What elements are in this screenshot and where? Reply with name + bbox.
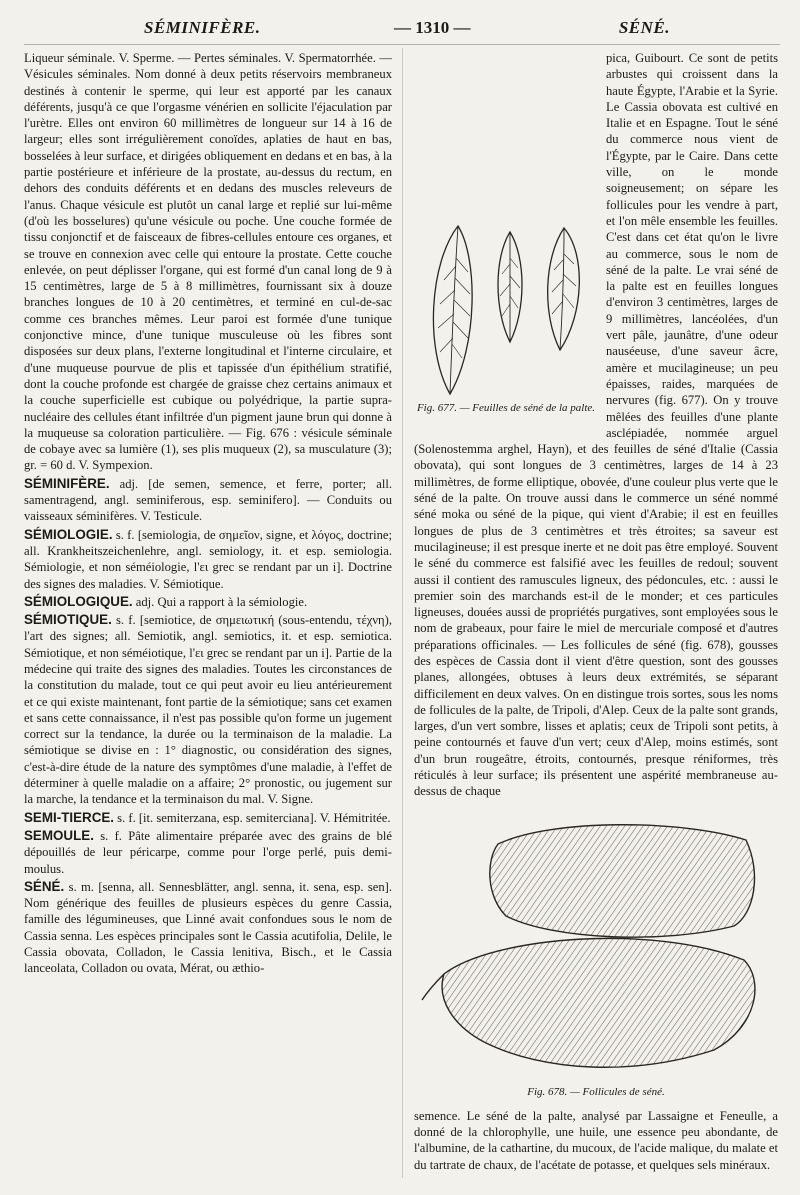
entry-semiologique [24,594,392,610]
entry-semiotique [24,612,392,808]
header-right: SÉNÉ. [618,18,670,37]
entry-text: s. f. [semiotice, de σημειωτική (sous-entendu, τέχνη), l'art des signes; all. Semiotik, angl. semiotics, it. et esp. semiotica. Sémiotique, et non séméiotique, l'ει grec se rendant par un i]. Partie de la médecine qui traite des signes des maladies. Toutes les circonstances de la constitution du malade, tout ce qui peut avoir eu lieu antérieurement et ce qui existe maintenant, font partie de la sémiotique; sans cet examen et sans cette connaissance, il n'est pas possible qu'on forme un jugement correct sur la tendance, la durée ou la terminaison de la maladie. La sémiotique se divise en : 1° diagnostic, ou considération des signes, c'est-à-dire étude de la nature des symptômes d'une maladie, à l'effet de déterminer à quelle maladie on a affaire; 2° pronostic, ou jugement sur la marche, la tendance et la terminaison du mal. V. Signe. [24,613,392,807]
entry-seminifere [24,476,392,525]
senna-pods-illustration [414,804,778,1084]
entry-semiologie [24,527,392,592]
entry-sene [24,879,392,977]
entry-text: s. f. [it. semiterzana, esp. semiterciana]. V. Hémitritée. [114,810,391,825]
headword: SÉMIOTIQUE. [24,612,112,628]
entry-semi-tierce [24,810,392,826]
left-column [24,50,392,977]
figure-677-caption: Fig. 677. — Feuilles de séné de la palte. [416,402,596,414]
header-left: SÉMINIFÈRE. [144,18,261,37]
right-column [414,50,778,1173]
entry-text: s. m. [senna, all. Sennesblätter, angl. senna, it. sena, esp. sen]. Nom générique des feuilles de plusieurs espèces du genre Cassia, famille des légumineuses, que Linné avait confondues sous le nom de Cassia senna. Les espèces principales sont le Cassia acutifolia, Delile, le Cassia obovata, Colladon, le Cassia lenitiva, Bisch., et le Cassia lanceolata, Colladon ou ovata, Mérat, ou æthio- [24,879,392,976]
headword: SEMOULE. [24,827,94,843]
header-rule [24,44,780,45]
figure-678 [414,804,778,1102]
headword: SÉMIOLOGIQUE. [24,593,133,609]
entry-text: s. f. Pâte alimentaire préparée avec des grains de blé dépouillés de leur péricarpe, comme pour l'orge perlé, puis demi-moulus. [24,828,392,876]
senna-leaves-illustration [414,218,598,400]
entry-text: adj. Qui a rapport à la sémiologie. [132,594,308,609]
headword: SÉMIOLOGIE. [24,526,113,542]
sene-paragraph: pica, Guibourt. Ce sont de petits arbustes qui croissent dans la haute Égypte, l'Arabie et la Syrie. Le Cassia obovata est cultivé en Italie et en Espagne. Tout le séné du commerce nous vient de l'Égypte, par le Caire. Dans cette ville, on le monde soigneusement; on sépare les follicules pour les vendre à part, et l'on mêle ensemble les feuilles. C'est dans cet état qu'on le livre au commerce, sous le nom de séné de la palte. Le vrai séné de la palte est en feuilles longues d'environ 3 centimètres, larges de 9 millimètres, lancéolées, d'un vert pâle, jaunâtre, d'une odeur nauséeuse, d'une saveur âcre, amère et mucilagineuse; un peu épaisses, raides, marquées de nervures (fig. 677). On y trouve mêlées des feuilles d'une plante asclépiadée, nommée arguel (Solenostemma arghel, Hayn), et des feuilles de séné d'Italie (Cassia obovata), qui sont longues de 3 centimètres, larges de 14 à 23 millimètres, de forme elliptique, obovée, d'une couleur plus verte que le séné de la palte. On trouve aussi dans le commerce un séné nommé séné moka ou séné de la pique, qui vient d'Arabie; il est en feuilles longues de plus de 3 centimètres et très étroites; sa saveur est mucilagineuse; il est presque inerte et ne doit pas être employé. Souvent le séné du commerce est falsifié avec les feuilles de redoul; souvent aussi il contient des ramuscules ligneux, des pédoncules, etc. : aussi le premier soin des marchands est-il de le monder; et ces particules ligneuses, douées aussi de propriétés purgatives, sont employées sous le nom de grabeaux, pour faire le miel de mercuriale composé et d'autres préparations officinales. — Les follicules de séné (fig. 678), gousses des espèces de Cassia dont il vient d'être question, sont des gousses planes, allongées, obtuses à leurs deux extrémités, se séparant difficilement en deux valves. On en distingue trois sortes, sous les noms de follicules de la palte, de Tripoli, d'Alep. Ceux de la palte sont grands, larges, d'un vert sombre, lisses et aplatis; ceux de Tripoli sont petits, à peine contournés et fauve d'un vert; ceux d'Alep, moins estimés, sont d'un brun rougeâtre, étroits, contournés, presque réniformes, très réticulés à leur surface; ils présentent une aspérité membraneuse au-dessus de chaque [414,51,778,799]
figure-678-caption: Fig. 678. — Follicules de séné. [527,1085,665,1098]
page-header [26,18,780,44]
page-number: — 1310 — [394,18,471,37]
headword: SÉNÉ. [24,878,65,894]
figure-677 [414,218,598,430]
entry-semoule [24,828,392,877]
sene-analysis-paragraph: semence. Le séné de la palte, analysé par Lassaigne et Feneulle, a donné de la chlorophylle, une huile, une essence peu abondante, de l'albumine, de la cathartine, du mucoux, de l'acide malique, du malate et du tartrate de chaux, de l'acétate de potasse, et quelques sels minéraux. [414,1108,778,1172]
headword: SEMI-TIERCE. [24,809,115,825]
headword: SÉMINIFÈRE. [24,475,110,491]
column-divider [402,48,403,1178]
entry-vesicules-seminales: Liqueur séminale. V. Sperme. — Pertes séminales. V. Spermatorrhée. — Vésicules séminales. Nom donné à deux petits réservoirs membraneux destinés à contenir le sperme, qui leur est apporté par les canaux déférents, jusqu'à ce que l'orgasme vénérien en sollicite l'éjaculation par l'urètre. Elles ont environ 60 millimètres de longueur sur 14 à 16 de largeur; elles sont irrégulièrement conoïdes, aplaties de haut en bas, bosselées à leur surface, et dirigées obliquement en dedans et en bas, à la partie postérieure et inférieure de la prostate, au-dessus du rectum, en dehors des conduits déférents et en dedans des muscles releveurs de l'anus. Chaque vésicule est plutôt un canal large et replié sur lui-même (d'où les bosselures) qu'une vésicule ou poche. Une couche formée de tissu conjonctif et de faisceaux de fibres-cellules entoure ces organes, et se trouve en connexion avec celle qui entoure la prostate. Cette couche enlevée, on peut déplisser l'organe, qui est formé d'un canal long de 9 à 15 centimètres, large de 5 à 8 millimètres, fournissant six à douze branches longues de 10 à 20 centimètres, et terminé en cul-de-sac comme ces branches mêmes. Leur paroi est formée d'une tunique conjonctive mince, d'une tunique musculeuse où les fibres sont disposées sur deux plans, l'externe longitudinal et l'interne circulaire, et d'une muqueuse pourvue de plis et tapissée d'un épithélium stratifié, dont la couche profonde est chargée de graisse chez certains animaux et la couche superficielle est cubique ou polyédrique, la partie supra-nucléaire des cellules étant infiltrée d'un pigment jaune brun qui donne à la muqueuse sa coloration particulière. — Fig. 676 : vésicule séminale de cobaye avec sa lumière (1), ses plis muqueux (2), sa musculature (3); gr. = 60 d. V. Sympexion. [24,51,392,473]
entry-text: s. f. [semiologia, de σημεῖον, signe, et λόγος, doctrine; all. Krankheitszeichenlehre, angl. semiology, it. et esp. semiologia. Sémiologie, et non séméiologie, l'ει grec se rendant par un i]. Doctrine des signes des maladies. V. Sémiotique. [24,527,392,591]
entry-text: adj. [de semen, semence, et ferre, porter; all. samentragend, angl. seminiferous, esp. seminifero]. — Conduits ou vaisseaux séminifères. V. Testicule. [24,476,392,524]
